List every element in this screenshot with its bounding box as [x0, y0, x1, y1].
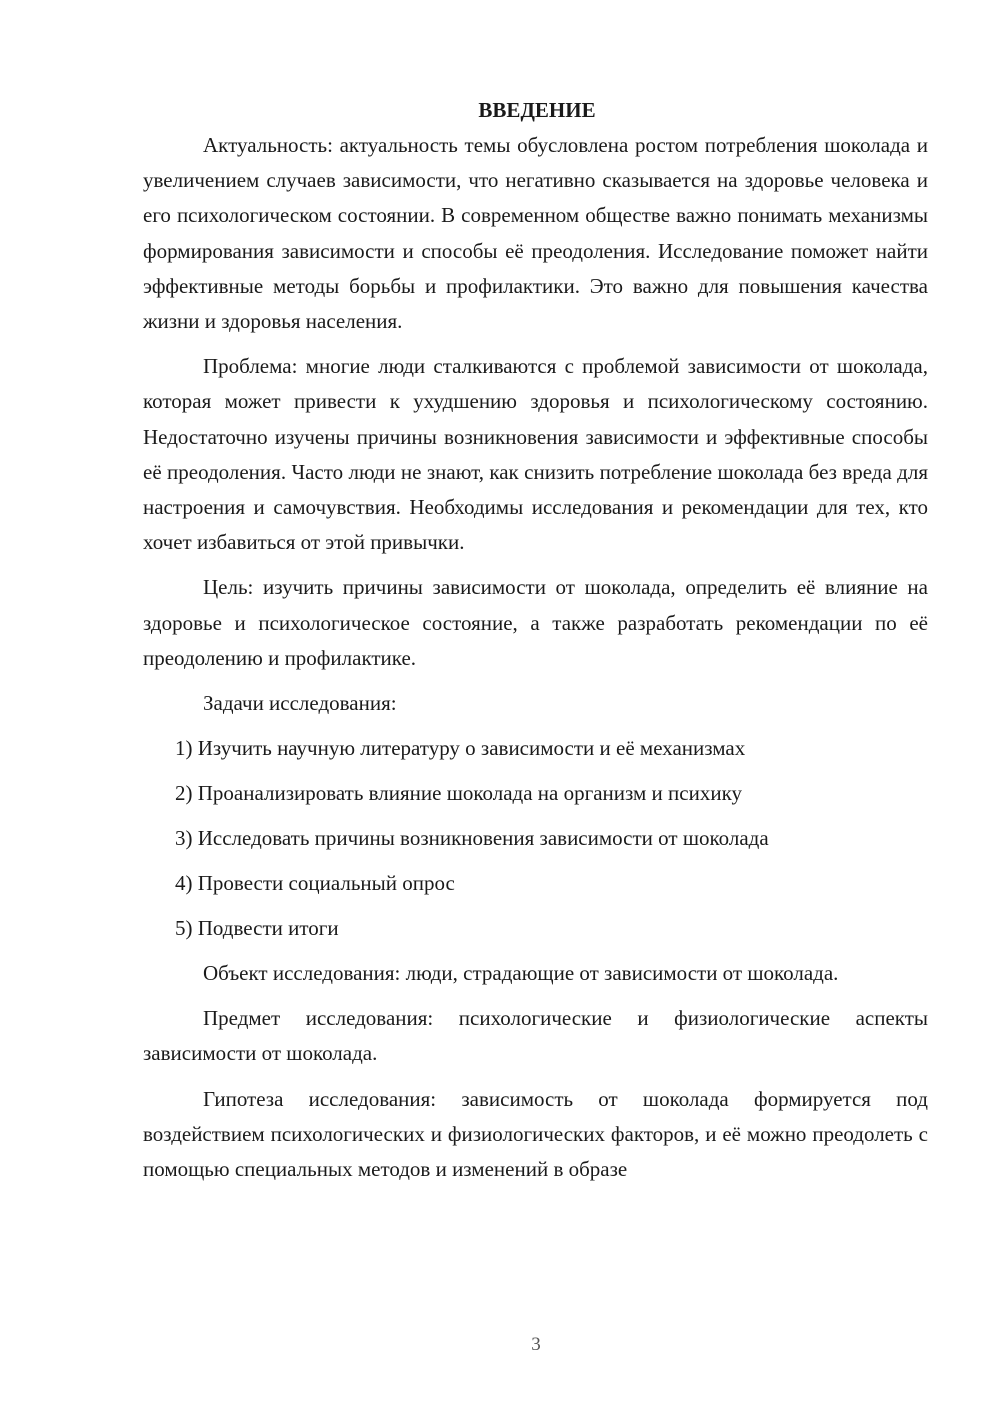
subject-paragraph: Предмет исследования: психологические и физиологические аспекты зависимости от шоколада. — [143, 1006, 928, 1066]
relevance-paragraph: Актуальность: актуальность темы обусловлена ростом потребления шоколада и увеличением случаев зависимости, что негативно сказывается на здоровье человека и его психологическом состоянии. В современном обществе важно понимать механизмы формирования зависимости и способы её преодоления. Исследование поможет найти эффективные методы борьбы и профилактики. Это важно для повышения качества жизни и здоровья населения. — [143, 133, 928, 334]
task-item: 2) Проанализировать влияние шоколада на организм и психику — [175, 781, 742, 806]
document-page — [143, 92, 928, 1187]
task-item: 1) Изучить научную литературу о зависимости и её механизмах — [175, 736, 746, 761]
tasks-heading: Задачи исследования: — [203, 691, 397, 716]
object-paragraph: Объект исследования: люди, страдающие от зависимости от шоколада. — [203, 961, 839, 986]
page-title: ВВЕДЕНИЕ — [478, 98, 596, 122]
page-number: 3 — [531, 1334, 541, 1355]
task-item: 4) Провести социальный опрос — [175, 871, 455, 896]
task-item: 3) Исследовать причины возникновения зависимости от шоколада — [175, 826, 769, 851]
problem-paragraph: Проблема: многие люди сталкиваются с проблемой зависимости от шоколада, которая может привести к ухудшению здоровья и психологическому состоянию. Недостаточно изучены причины возникновения зависимости и эффективные способы её преодоления. Часто люди не знают, как снизить потребление шоколада без вреда для настроения и самочувствия. Необходимы исследования и рекомендации для тех, кто хочет избавиться от этой привычки. — [143, 354, 928, 555]
task-item: 5) Подвести итоги — [175, 916, 339, 941]
hypothesis-paragraph: Гипотеза исследования: зависимость от шоколада формируется под воздействием психологических и физиологических факторов, и её можно преодолеть с помощью специальных методов и изменений в образе — [143, 1086, 928, 1182]
goal-paragraph: Цель: изучить причины зависимости от шоколада, определить её влияние на здоровье и психологическое состояние, а также разработать рекомендации по её преодолению и профилактике. — [143, 575, 928, 670]
